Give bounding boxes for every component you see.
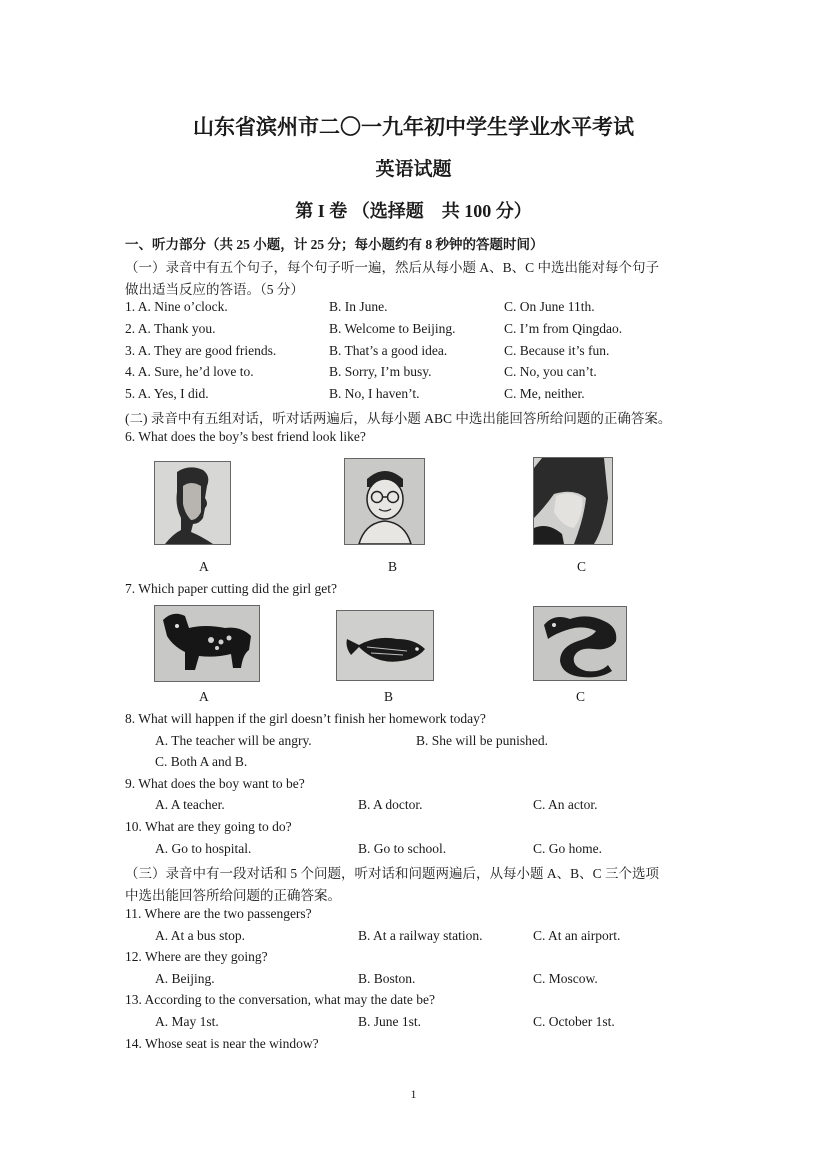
q9-option-c: C. An actor. <box>533 797 598 812</box>
q2-option-a: 2. A. Thank you. <box>125 321 216 336</box>
q6-picture-c-girl-long-hair <box>533 457 613 545</box>
q7-label-c: C <box>576 689 586 704</box>
q9-option-b: B. A doctor. <box>358 797 423 812</box>
q6-picture-a-man-profile <box>154 461 231 545</box>
q7-picture-a-dog-paper-cutting <box>154 605 260 682</box>
part2-intro: (二) 录音中有五组对话，听对话两遍后，从每小题 ABC 中选出能回答所给问题的正确答案。 <box>125 411 672 426</box>
volume-heading: 第 I 卷 （选择题 共 100 分） <box>295 201 532 221</box>
section-heading-listening: 一、听力部分（共 25 小题，计 25 分；每小题约有 8 秒钟的答题时间） <box>125 237 544 252</box>
q13-option-a: A. May 1st. <box>155 1014 219 1029</box>
q8-stem: 8. What will happen if the girl doesn’t finish her homework today? <box>125 711 486 726</box>
q1-option-c: C. On June 11th. <box>504 299 595 314</box>
q7-picture-c-dragon-paper-cutting <box>533 606 627 681</box>
q2-option-b: B. Welcome to Beijing. <box>329 321 456 336</box>
q5-option-b: B. No, I haven’t. <box>329 386 420 401</box>
q13-option-b: B. June 1st. <box>358 1014 422 1029</box>
q7-picture-b-fish-paper-cutting <box>336 610 434 681</box>
q5-option-a: 5. A. Yes, I did. <box>125 386 209 401</box>
q12-option-a: A. Beijing. <box>155 971 215 986</box>
part3-intro-line2: 中选出能回答所给问题的正确答案。 <box>125 888 341 903</box>
q10-option-c: C. Go home. <box>533 841 602 856</box>
q6-label-b: B <box>388 559 398 574</box>
q11-option-b: B. At a railway station. <box>358 928 483 943</box>
part1-intro-line1: （一）录音中有五个句子，每个句子听一遍，然后从每小题 A、B、C 中选出能对每个句子 <box>125 260 660 275</box>
q8-option-c: C. Both A and B. <box>155 754 248 769</box>
q6-stem: 6. What does the boy’s best friend look like? <box>125 429 366 444</box>
q12-option-c: C. Moscow. <box>533 971 598 986</box>
q13-option-c: C. October 1st. <box>533 1014 615 1029</box>
q7-stem: 7. Which paper cutting did the girl get? <box>125 581 337 596</box>
q6-picture-b-boy-glasses <box>344 458 425 545</box>
q9-stem: 9. What does the boy want to be? <box>125 776 305 791</box>
q4-option-a: 4. A. Sure, he’d love to. <box>125 364 254 379</box>
q10-option-b: B. Go to school. <box>358 841 447 856</box>
exam-subtitle: 英语试题 <box>375 159 452 180</box>
q1-option-b: B. In June. <box>329 299 388 314</box>
q11-option-a: A. At a bus stop. <box>155 928 246 943</box>
q2-option-c: C. I’m from Qingdao. <box>504 321 623 336</box>
part1-intro-line2: 做出适当反应的答语。（5 分） <box>125 282 304 297</box>
q11-option-c: C. At an airport. <box>533 928 621 943</box>
q13-stem: 13. According to the conversation, what may the date be? <box>125 992 436 1007</box>
q4-option-b: B. Sorry, I’m busy. <box>329 364 432 379</box>
q10-stem: 10. What are they going to do? <box>125 819 292 834</box>
q6-label-a: A <box>199 559 209 574</box>
q8-option-b: B. She will be punished. <box>416 733 548 748</box>
q10-option-a: A. Go to hospital. <box>155 841 252 856</box>
q3-option-a: 3. A. They are good friends. <box>125 343 277 358</box>
q8-option-a: A. The teacher will be angry. <box>155 733 312 748</box>
q7-label-a: A <box>199 689 209 704</box>
q9-option-a: A. A teacher. <box>155 797 225 812</box>
q3-option-c: C. Because it’s fun. <box>504 343 610 358</box>
q14-stem: 14. Whose seat is near the window? <box>125 1036 319 1051</box>
page-number: 1 <box>410 1087 417 1101</box>
q4-option-c: C. No, you can’t. <box>504 364 597 379</box>
q12-stem: 12. Where are they going? <box>125 949 268 964</box>
q6-label-c: C <box>577 559 587 574</box>
q3-option-b: B. That’s a good idea. <box>329 343 448 358</box>
q7-label-b: B <box>384 689 394 704</box>
q1-option-a: 1. A. Nine o’clock. <box>125 299 228 314</box>
q11-stem: 11. Where are the two passengers? <box>125 906 312 921</box>
part3-intro-line1: （三）录音中有一段对话和 5 个问题，听对话和问题两遍后，从每小题 A、B、C 三个选项 <box>125 866 660 881</box>
exam-title: 山东省滨州市二〇一九年初中学生学业水平考试 <box>193 115 634 139</box>
q12-option-b: B. Boston. <box>358 971 416 986</box>
q5-option-c: C. Me, neither. <box>504 386 585 401</box>
